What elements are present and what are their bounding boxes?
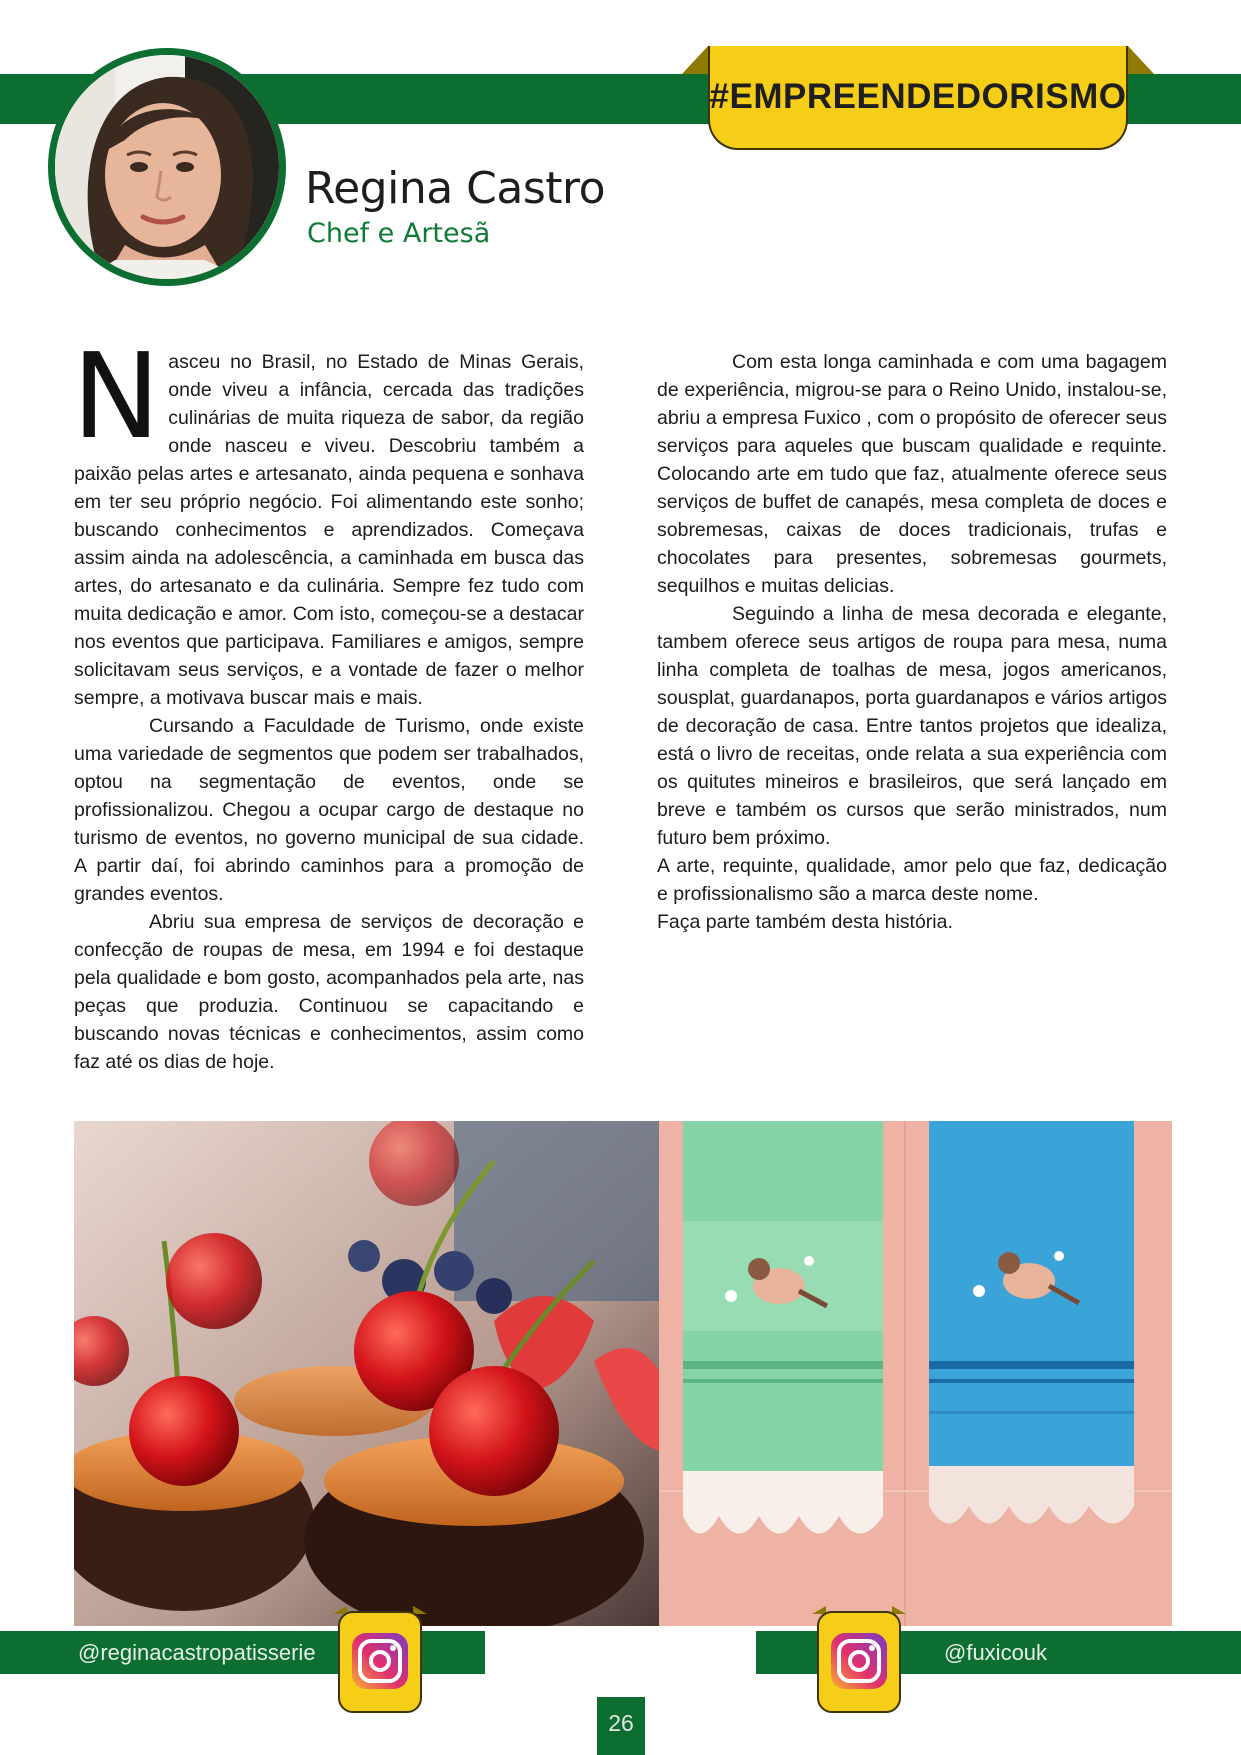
desserts-photo [74,1121,659,1626]
instagram-badge-right[interactable] [812,1606,906,1716]
author-name: Regina Castro [305,163,606,214]
instagram-badge-left[interactable] [333,1606,427,1716]
instagram-icon [812,1606,906,1716]
section-badge [708,46,1128,150]
article-paragraph: Com esta longa caminhada e com uma bagagem de experiência, migrou-se para o Reino Unido, instalou-se, abriu a empresa Fuxico , com o propósito de oferecer seus serviços para aqueles que buscam qualidade e requinte. Colocando arte em tudo que faz, atualmente oferece seus serviços de buffet de canapés, mesa completa de doces e sobremesas, caixas de doces tradicionais, trufas e chocolates para presentes, sobremesas gourmets, sequilhos e muitas delicias. [657,351,1167,597]
page-number: 26 [597,1697,645,1755]
author-portrait [55,55,279,279]
article-paragraph: A arte, requinte, qualidade, amor pelo que faz, dedicação e profissionalismo são a marca deste nome. [657,855,1167,905]
tea-towels-photo [659,1121,1172,1626]
article-paragraph: Faça parte também desta história. [657,911,953,933]
author-role: Chef e Artesã [307,218,491,249]
badge-fold-left [682,46,708,74]
section-tag: #EMPREENDEDORISMO [709,77,1127,116]
badge-fold-right [1128,46,1154,74]
instagram-icon [333,1606,427,1716]
article-paragraph: Cursando a Faculdade de Turismo, onde existe uma variedade de segmentos que podem ser trabalhados, optou na segmentação de eventos, onde se profissionalizou. Chegou a ocupar cargo de destaque no turismo de eventos, no governo municipal de sua cidade. A partir daí, foi abrindo caminhos para a promoção de grandes eventos. [74,715,584,905]
drop-cap: N [72,327,161,465]
instagram-handle-left[interactable]: @reginacastropatisserie [78,1640,316,1665]
article-paragraph: Abriu sua empresa de serviços de decoração e confecção de roupas de mesa, em 1994 e foi destaque pela qualidade e bom gosto, acompanhados pela arte, nas peças que produzia. Continuou se capacitando e buscando novas técnicas e conhecimentos, assim como faz até os dias de hoje. [74,911,584,1073]
article-paragraph: Seguindo a linha de mesa decorada e elegante, tambem oferece seus artigos de roupa para mesa, numa linha completa de toalhas de mesa, jogos americanos, sousplat, guardanapos, porta guardanapos e vários artigos de decoração de casa. Entre tantos projetos que idealiza, está o livro de receitas, onde relata a sua experiência com os quitutes mineiros e brasileiros, que será lançado em breve e também os cursos que serão ministrados, num futuro bem próximo. [657,603,1167,849]
article-column-right [657,348,1167,936]
article-paragraph [72,327,584,712]
instagram-handle-right[interactable]: @fuxicouk [944,1640,1048,1665]
article-column-left [72,327,584,1076]
paragraph-text: asceu no Brasil, no Estado de Minas Gerais, onde viveu a infância, cercada das tradições culinárias de muita riqueza de sabor, da região onde nasceu e viveu. Descobriu também a paixão pelas artes e artesanato, ainda pequena e sonhava em ter seu próprio negócio. Foi alimentando este sonho; buscando conhecimentos e aprendizados. Começava assim ainda na adolescência, a caminhada em busca das artes, do artesanato e da culinária. Sempre fez tudo com muita dedicação e amor. Com isto, começou-se a destacar nos eventos que participava. Familiares e amigos, sempre solicitavam seus serviços, e a vontade de fazer o melhor sempre, a motivava buscar mais e mais. [74,351,584,709]
